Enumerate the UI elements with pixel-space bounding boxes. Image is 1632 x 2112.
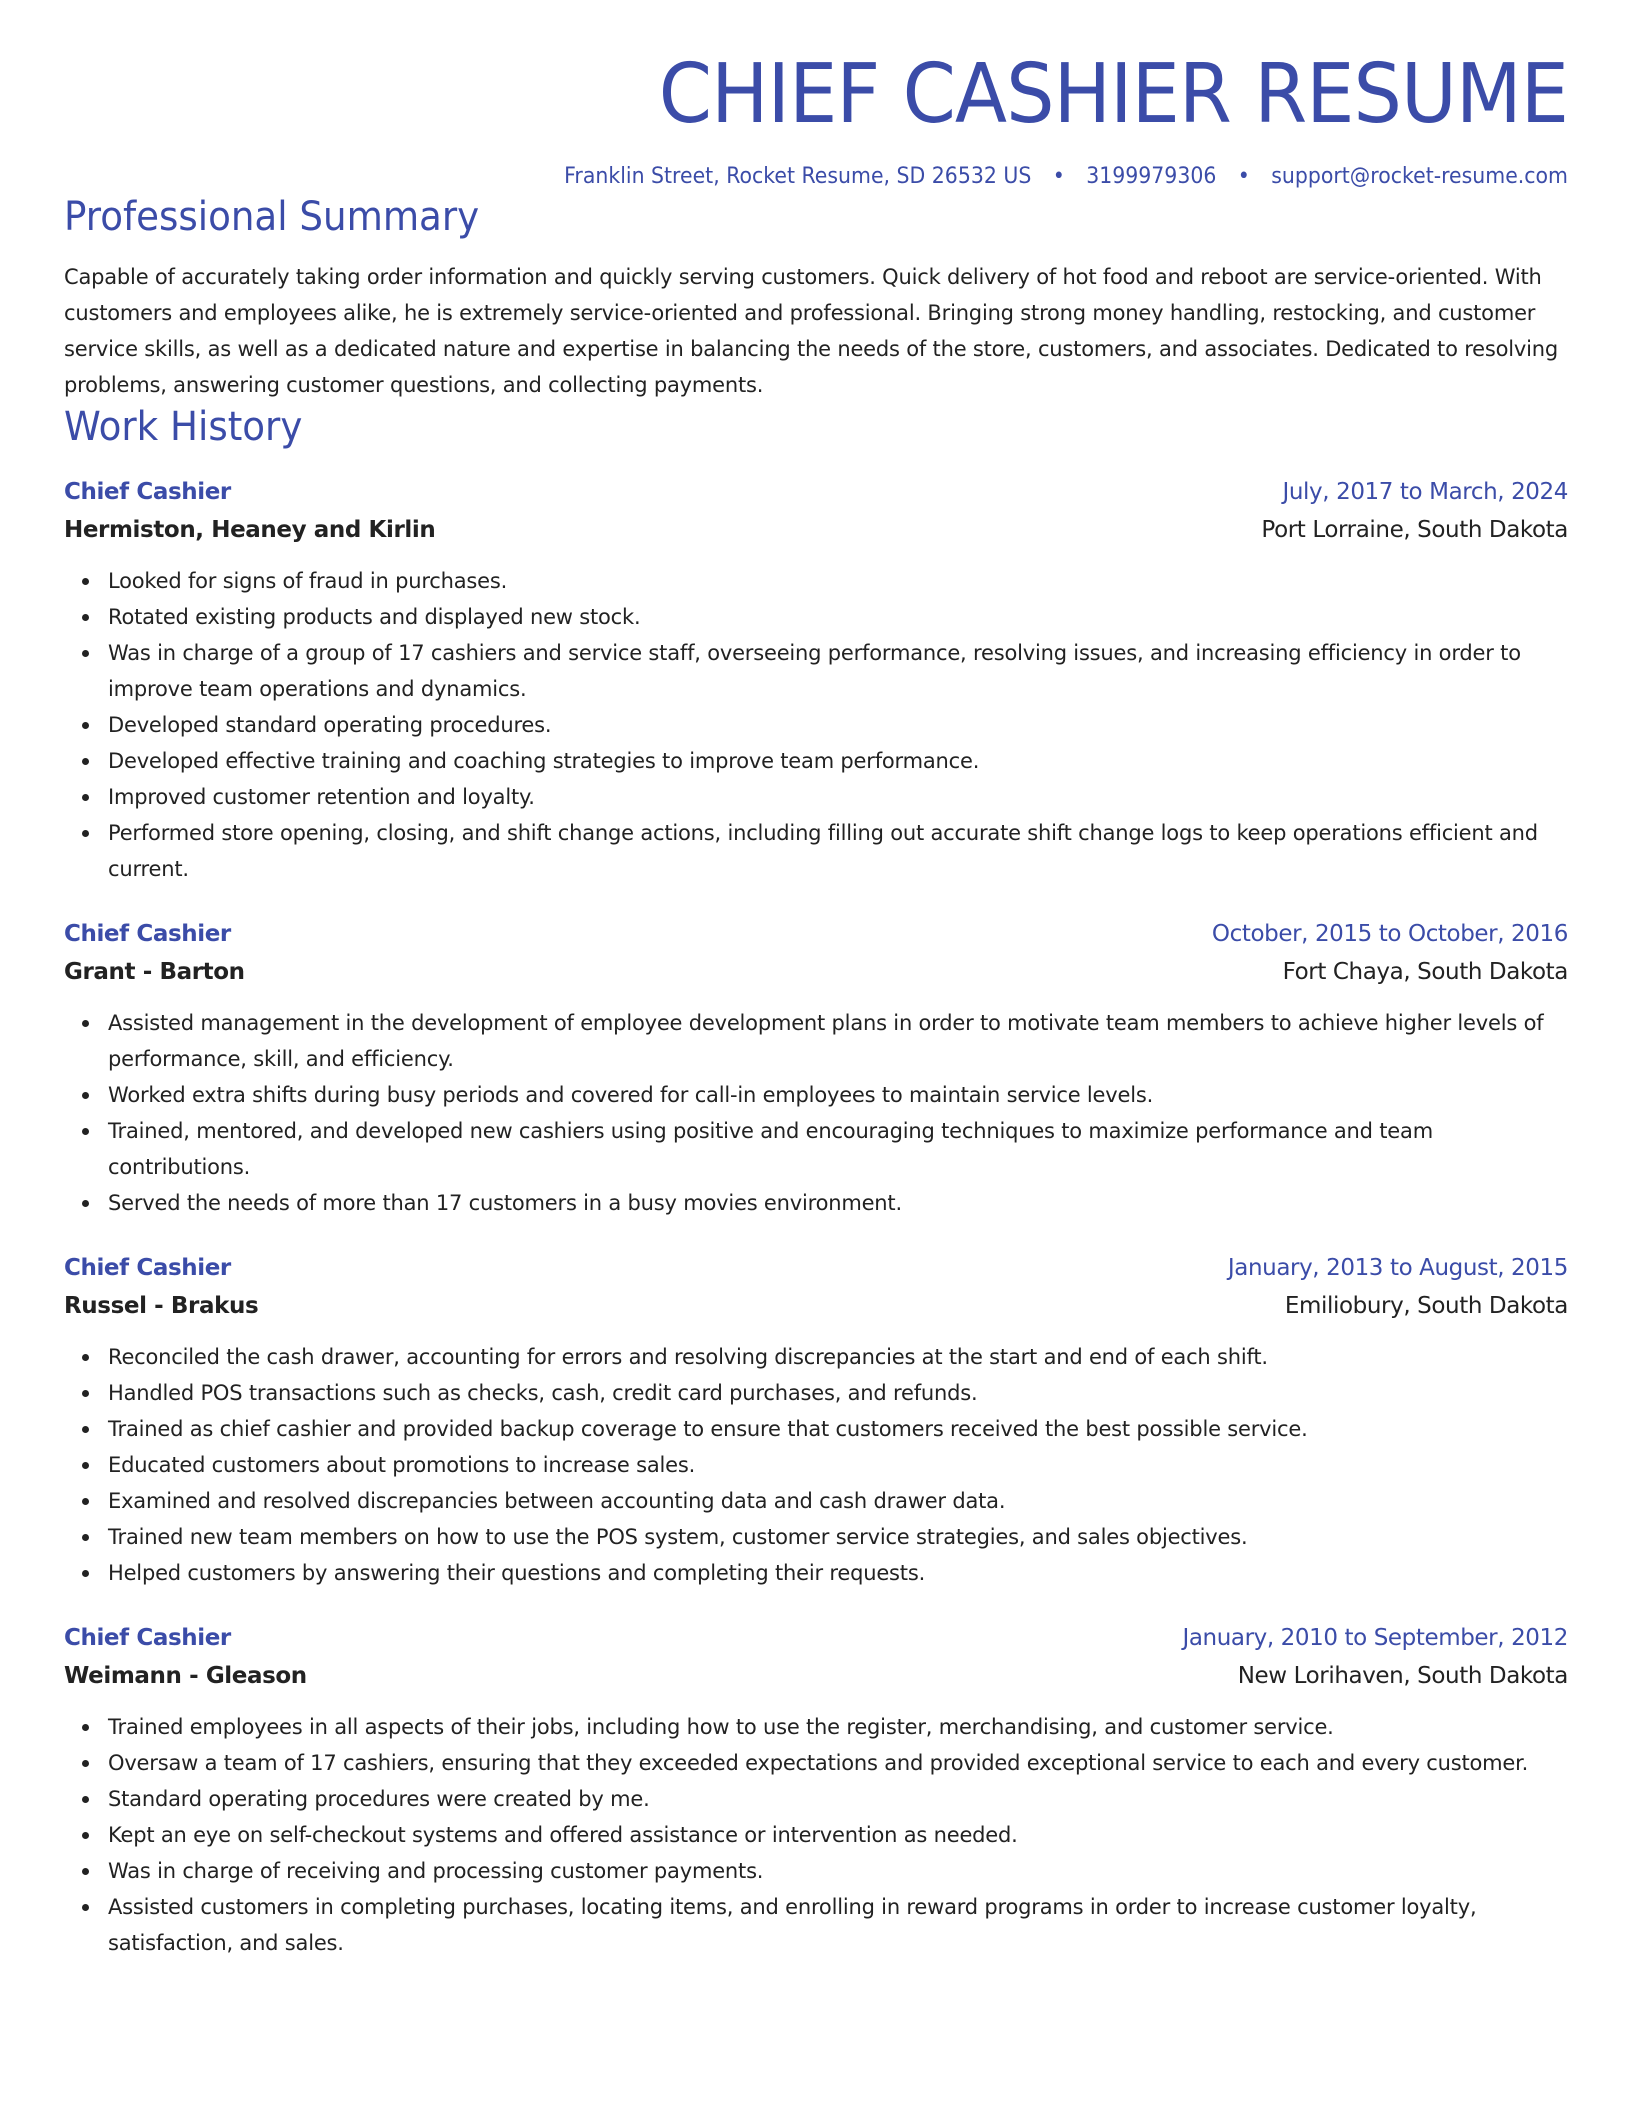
job-bullet: Developed effective training and coaching strategies to improve team performance. bbox=[108, 743, 1568, 779]
job-bullet: Reconciled the cash drawer, accounting for errors and resolving discrepancies at the start and end of each shift. bbox=[108, 1339, 1568, 1375]
contact-separator: • bbox=[1052, 164, 1065, 190]
job-bullet: Assisted management in the development of employee development plans in order to motivate team members to achieve higher levels of performance, skill, and efficiency. bbox=[108, 1005, 1568, 1077]
job-company-row bbox=[64, 1657, 1568, 1695]
job-bullet: Oversaw a team of 17 cashiers, ensuring that they exceeded expectations and provided exceptional service to each and every customer. bbox=[108, 1745, 1568, 1781]
job-location: Fort Chaya, South Dakota bbox=[1282, 958, 1568, 985]
job-location: Emiliobury, South Dakota bbox=[1284, 1292, 1568, 1319]
job-bullet: Looked for signs of fraud in purchases. bbox=[108, 563, 1568, 599]
job-bullet: Was in charge of receiving and processing customer payments. bbox=[108, 1853, 1568, 1889]
contact-address: Franklin Street, Rocket Resume, SD 26532 US bbox=[564, 164, 1032, 190]
job-bullet: Helped customers by answering their questions and completing their requests. bbox=[108, 1555, 1568, 1591]
contact-email[interactable]: support@rocket-resume.com bbox=[1271, 164, 1568, 190]
job-bullet: Assisted customers in completing purchases, locating items, and enrolling in reward programs in order to increase customer loyalty, satisfaction, and sales. bbox=[108, 1889, 1568, 1961]
summary-text: Capable of accurately taking order information and quickly serving customers. Quick delivery of hot food and reboot are service-oriented. With customers and employees alike, he is extremely service-oriented and professional. Bringing strong money handling, restocking, and customer service skills, as well as a dedicated nature and expertise in balancing the needs of the store, customers, and associates. Dedicated to resolving problems, answering customer questions, and collecting payments. bbox=[64, 264, 1559, 397]
job-bullet: Educated customers about promotions to increase sales. bbox=[108, 1447, 1568, 1483]
job-entry bbox=[64, 1619, 1568, 1961]
job-dates: July, 2017 to March, 2024 bbox=[1282, 478, 1568, 505]
job-bullet: Performed store opening, closing, and shift change actions, including filling out accurate shift change logs to keep operations efficient and current. bbox=[108, 815, 1568, 887]
job-bullet: Standard operating procedures were created by me. bbox=[108, 1781, 1568, 1817]
summary-heading: Professional Summary bbox=[64, 193, 480, 240]
job-entry bbox=[64, 1249, 1568, 1591]
job-company: Hermiston, Heaney and Kirlin bbox=[64, 516, 436, 543]
contact-phone[interactable]: 3199979306 bbox=[1086, 164, 1217, 190]
job-dates: October, 2015 to October, 2016 bbox=[1211, 920, 1568, 947]
job-bullet: Improved customer retention and loyalty. bbox=[108, 779, 1568, 815]
job-location: Port Lorraine, South Dakota bbox=[1261, 516, 1568, 543]
job-header-row bbox=[64, 1249, 1568, 1287]
job-company-row bbox=[64, 953, 1568, 991]
work-history-heading: Work History bbox=[64, 403, 303, 450]
job-title: Chief Cashier bbox=[64, 1624, 231, 1651]
job-bullet: Served the needs of more than 17 customers in a busy movies environment. bbox=[108, 1185, 1568, 1221]
job-bullet: Trained new team members on how to use the POS system, customer service strategies, and sales objectives. bbox=[108, 1519, 1568, 1555]
job-bullets bbox=[64, 1005, 1568, 1221]
contact-line bbox=[169, 162, 1568, 193]
job-header-row bbox=[64, 915, 1568, 953]
job-bullet: Kept an eye on self-checkout systems and offered assistance or intervention as needed. bbox=[108, 1817, 1568, 1853]
job-company: Russel - Brakus bbox=[64, 1292, 259, 1319]
job-company: Weimann - Gleason bbox=[64, 1662, 307, 1689]
job-header-row bbox=[64, 473, 1568, 511]
job-bullet: Worked extra shifts during busy periods and covered for call-in employees to maintain service levels. bbox=[108, 1077, 1568, 1113]
job-bullet: Examined and resolved discrepancies between accounting data and cash drawer data. bbox=[108, 1483, 1568, 1519]
job-title: Chief Cashier bbox=[64, 1254, 231, 1281]
job-location: New Lorihaven, South Dakota bbox=[1237, 1662, 1568, 1689]
resume-name: CHIEF CASHIER RESUME bbox=[658, 47, 1568, 142]
job-list bbox=[64, 473, 1568, 1961]
job-title: Chief Cashier bbox=[64, 920, 231, 947]
job-bullet: Trained, mentored, and developed new cashiers using positive and encouraging techniques to maximize performance and team contributions. bbox=[108, 1113, 1568, 1185]
job-bullet: Rotated existing products and displayed new stock. bbox=[108, 599, 1568, 635]
job-bullet: Handled POS transactions such as checks, cash, credit card purchases, and refunds. bbox=[108, 1375, 1568, 1411]
job-dates: January, 2010 to September, 2012 bbox=[1182, 1624, 1568, 1651]
job-bullet: Trained employees in all aspects of their jobs, including how to use the register, merchandising, and customer service. bbox=[108, 1709, 1568, 1745]
job-entry bbox=[64, 915, 1568, 1221]
job-bullet: Developed standard operating procedures. bbox=[108, 707, 1568, 743]
job-company-row bbox=[64, 511, 1568, 549]
job-bullets bbox=[64, 1339, 1568, 1591]
resume-page bbox=[64, 0, 1568, 1961]
job-bullet: Was in charge of a group of 17 cashiers and service staff, overseeing performance, resolving issues, and increasing efficiency in order to improve team operations and dynamics. bbox=[108, 635, 1568, 707]
job-dates: January, 2013 to August, 2015 bbox=[1227, 1254, 1568, 1281]
contact-separator: • bbox=[1237, 164, 1250, 190]
job-header-row bbox=[64, 1619, 1568, 1657]
job-company-row bbox=[64, 1287, 1568, 1325]
job-title: Chief Cashier bbox=[64, 478, 231, 505]
job-bullets bbox=[64, 1709, 1568, 1961]
job-company: Grant - Barton bbox=[64, 958, 245, 985]
job-entry bbox=[64, 473, 1568, 887]
job-bullets bbox=[64, 563, 1568, 887]
job-bullet: Trained as chief cashier and provided backup coverage to ensure that customers received the best possible service. bbox=[108, 1411, 1568, 1447]
